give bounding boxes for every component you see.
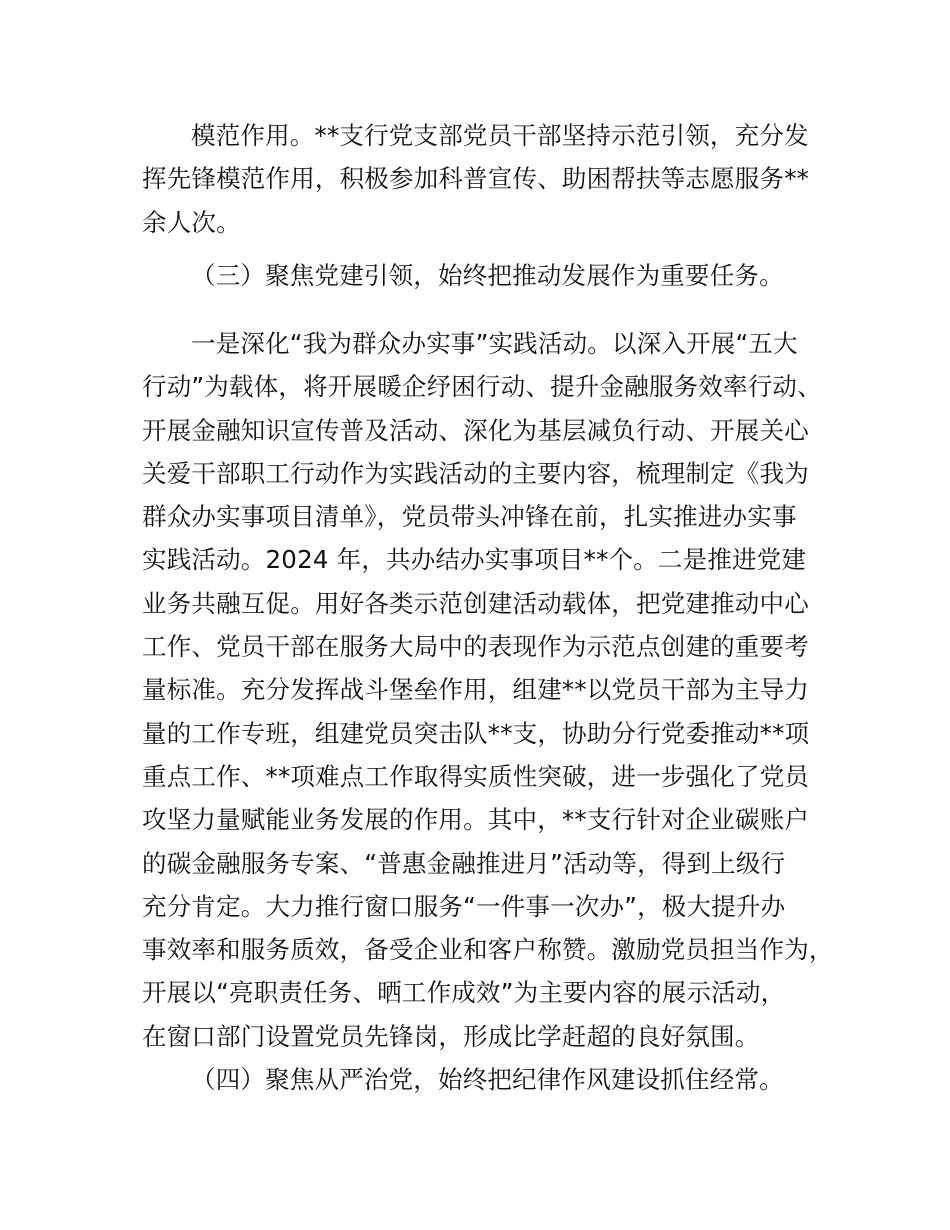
paragraph-line: 量的工作专班，组建党员突击队**支，协助分行党委推动**项: [142, 718, 810, 748]
paragraph-line: 重点工作、**项难点工作取得实质性突破，进一步强化了党员: [142, 761, 810, 791]
paragraph-continuation: [142, 114, 842, 244]
paragraph-line: 群众办实事项目清单》，党员带头冲锋在前，扎实推进办实事: [142, 502, 797, 532]
section-heading-three: [142, 254, 842, 297]
paragraph-line: 开展金融知识宣传普及活动、深化为基层减负行动、开展关心: [142, 415, 809, 445]
paragraph-line: 工作、党员干部在服务大局中的表现作为示范点创建的重要考: [142, 632, 809, 662]
paragraph-practice-activities: [142, 322, 842, 1058]
paragraph-line: 在窗口部门设置党员先锋岗，形成比学赶超的良好氛围。: [142, 1021, 760, 1051]
paragraph-line: 余人次。: [142, 207, 241, 237]
paragraph-line: 业务共融互促。用好各类示范创建活动载体，把党建推动中心: [142, 588, 809, 618]
paragraph-line: 充分肯定。大力推行窗口服务“一件事一次办”，极大提升办: [142, 891, 786, 921]
paragraph-line: 实践活动。2024 年，共办结办实事项目**个。二是推进党建: [142, 545, 807, 575]
paragraph-line: 关爱干部职工行动作为实践活动的主要内容，梳理制定《我为: [142, 458, 809, 488]
paragraph-line: 一是深化“我为群众办实事”实践活动。以深入开展“五大: [191, 329, 798, 358]
section-heading-four: [142, 1058, 842, 1101]
paragraph-line: 挥先锋模范作用，积极参加科普宣传、助困帮扶等志愿服务**: [142, 164, 810, 194]
paragraph-line: 攻坚力量赋能业务发展的作用。其中，**支行针对企业碳账户: [142, 805, 810, 835]
paragraph-line: 的碳金融服务专案、“普惠金融推进月”活动等，得到上级行: [142, 848, 786, 878]
paragraph-line: 模范作用。**支行党支部党员干部坚持示范引领，充分发: [191, 121, 809, 150]
paragraph-line: 开展以“亮职责任务、晒工作成效”为主要内容的展示活动，: [142, 978, 786, 1008]
heading-line: （三）聚焦党建引领，始终把推动发展作为重要任务。: [191, 261, 784, 290]
paragraph-line: 事效率和服务质效，备受企业和客户称赞。激励党员担当作为，: [142, 935, 834, 965]
paragraph-line: 行动”为载体，将开展暖企纾困行动、提升金融服务效率行动、: [142, 372, 822, 402]
heading-line: （四）聚焦从严治党，始终把纪律作风建设抓住经常。: [191, 1065, 784, 1094]
paragraph-line: 量标准。充分发挥战斗堡垒作用，组建**以党员干部为主导力: [142, 675, 810, 705]
